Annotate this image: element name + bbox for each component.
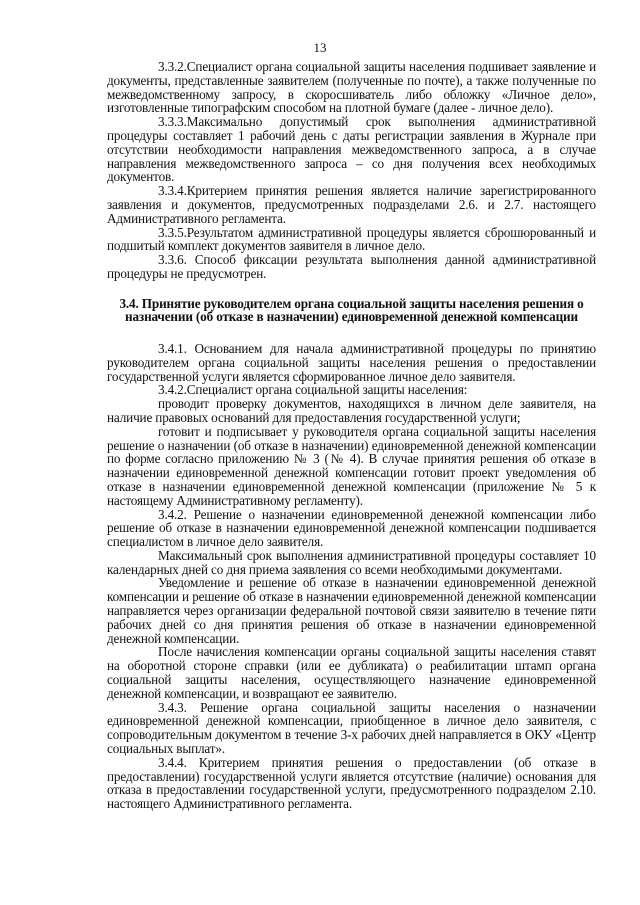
paragraph-3-3-4: 3.3.4.Критерием принятия решения является наличие зарегистрированного заявления и документов, предусмотренных подразделами 2.6. и 2.7. настоящего Административного регламента. (107, 183, 596, 226)
paragraph-3-4-1: 3.4.1. Основанием для начала административной процедуры по принятию руководителем органа социальной защиты населения решения о предоставлении государственной услуги является сформированное личное дело заявителя. (107, 340, 596, 384)
paragraph-3-3-3: 3.3.3.Максимально допустимый срок выполнения административной процедуры составляет 1 рабочий день с даты регистрации заявления в Журнале при отсутствии необходимости направления межведомственного запроса, а в случае направления межведомственного запроса – со дня получения всех необходимых документов. (107, 114, 596, 185)
paragraph-3-3-6: 3.3.6. Способ фиксации результата выполнения данной административной процедуры не предусмотрен. (107, 252, 596, 281)
paragraph-3-3-5: 3.3.5.Результатом административной процедуры является сброшюрованный и подшитый комплект документов заявителя в личное дело. (107, 224, 596, 254)
paragraph-max-term: Максимальный срок выполнения административной процедуры составляет 10 календарных дней со дня приема заявления со всеми необходимыми документами. (107, 547, 596, 577)
document-body (107, 60, 596, 811)
paragraph-refusal-notice: Уведомление и решение об отказе в назначении единовременной денежной компенсации и решение об отказе в назначении единовременной денежной компенсации направляется через организации федеральной почтовой связи заявителю в течение пяти рабочих дней со дня принятия решения об отказе в назначении единовременной денежной компенсации. (107, 575, 596, 646)
paragraph-after-accrual: После начисления компенсации органы социальной защиты населения ставят на оборотной стороне справки (или ее дубликата) о реабилитации штамп органа социальной защиты населения, осуществляющего назначение единовременной денежной компенсации, и возвращают ее заявителю. (107, 644, 596, 701)
paragraph-3-3-2: 3.3.2.Специалист органа социальной защиты населения подшивает заявление и документы, представленные заявителем (полученные по почте), а также полученные по межведомственному запросу, в скоросшиватель либо обложку «Личное дело», изготовленные типографским способом на плотной бумаге (далее - личное дело). (107, 59, 596, 116)
page-number: 13 (313, 40, 327, 55)
section-heading-3-4: 3.4. Принятие руководителем органа социальной защиты населения решения о назначении (об отказе в назначении) единовременной денежной компенсации (119, 295, 584, 325)
paragraph-3-4-4: 3.4.4. Критерием принятия решения о предоставлении (об отказе в предоставлении) государственной услуги является отсутствие (наличие) основания для отказа в предоставлении государственной услуги, предусмотренного подразделом 2.10. настоящего Административного регламента. (107, 754, 596, 812)
paragraph-3-4-2-decision: 3.4.2. Решение о назначении единовременной денежной компенсации либо решение об отказе в назначении единовременной денежной компенсации подшивается специалистом в личное дело заявителя. (107, 506, 596, 550)
paragraph-prepare-decision: готовит и подписывает у руководителя органа социальной защиты населения решение о назначении (об отказе в назначении) единовременной денежной компенсации по форме согласно приложению № 3 (№ 4). В случае принятия решения об отказе в назначении единовременной денежной компенсации готовит проект уведомления об отказе в назначении единовременной денежной компенсации (приложение № 5 к настоящему Административному регламенту). (107, 423, 596, 508)
paragraph-3-4-3: 3.4.3. Решение органа социальной защиты населения о назначении единовременной денежной компенсации, приобщенное в личное дело заявителя, с сопроводительным документом в течение 3-х рабочих дней направляется в ОКУ «Центр социальных выплат». (107, 699, 596, 757)
paragraph-check-documents: проводит проверку документов, находящихся в личном деле заявителя, на наличие правовых оснований для предоставления государственной услуги; (107, 396, 596, 425)
paragraph-3-4-2-intro: 3.4.2.Специалист органа социальной защиты населения: (158, 382, 468, 398)
